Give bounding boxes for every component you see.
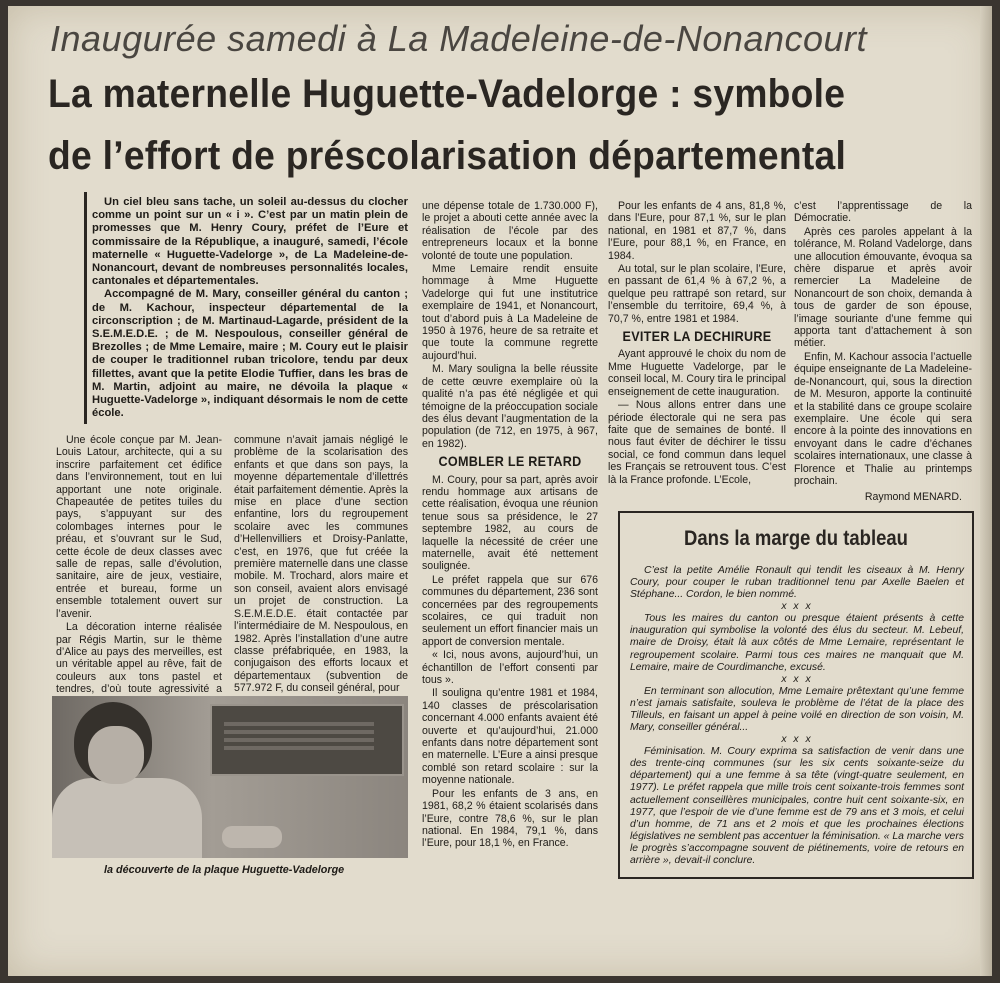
subheading-combler-le-retard: COMBLER LE RETARD bbox=[438, 453, 582, 470]
subheading-eviter-la-dechirure: EVITER LA DECHIRURE bbox=[622, 328, 772, 345]
headline-line-1: La maternelle Huguette-Vadelorge : symbole bbox=[48, 72, 846, 116]
column-2-paragraph: commune n’avait jamais négligé le problème de la scolarisation des enfants et que dans son pays, la moyenne départementale d’illettrés était parfaitement démentie. Après la mise en place d’une section enfantine, lors du regroupement scolaire avec les communes d’Hellenvilliers et Droisy-Panlatte, c’est, en 1976, que fut créée la première maternelle dans une classe mobile. M. Trochard, alors maire et son conseil, avaient alors envisagé un projet de construction. La S.E.M.E.D.E. était contactée par l’intermédiaire de M. Nespoulous, en 1982. Après l’installation d’une autre classe préfabriquée, en 1983, la conjugaison des efforts locaux et départementaux (subvention de 577.972 F, du conseil général, pour bbox=[234, 434, 408, 695]
sidebox-body bbox=[630, 565, 964, 867]
column-5-paragraph: Enfin, M. Kachour associa l’actuelle équipe enseignante de La Madeleine-de-Nonancourt, qui, sous la direction de M. Mesuron, apporte la continuité et la stabilité dans ce groupe scolaire exemplaire. Une école qui sera encore à la pointe des innovations en envoyant dans le cadre d’échanes scolaires internationaux, une classe à Florence et Thalie au printemps prochain. bbox=[794, 350, 972, 487]
lead-paragraph bbox=[92, 196, 408, 420]
column-4-paragraph: — Nous allons entrer dans une période électorale qui ne sera pas faite que de semaines de bonté. Il nous faut éviter de déchirer le tissu social, ce fond commun dans lequel les Français se retrouvent tous. C’est là la France profonde. L’Ecole, bbox=[608, 399, 786, 486]
separator: x x x bbox=[781, 734, 813, 746]
paper-edge bbox=[980, 6, 992, 976]
column-4-paragraph: Ayant approuvé le choix du nom de Mme Huguette Vadelorge, par le conseil local, M. Coury tira le principal enseignement de cette inauguration. bbox=[608, 348, 786, 398]
column-4-paragraph: Pour les enfants de 4 ans, 81,8 %, dans l’Eure, pour 87,1 %, sur le plan national, en 1981 et 87,7 %, dans l’Eure, pour 88,1 %, en France, en 1984. bbox=[608, 200, 786, 262]
surtitle: Inaugurée samedi à La Madeleine-de-Nonancourt bbox=[50, 18, 868, 59]
headline-line-2: de l’effort de préscolarisation départemental bbox=[48, 134, 847, 178]
column-4 bbox=[608, 200, 786, 487]
sidebox-title: Dans la marge du tableau bbox=[684, 527, 908, 550]
separator: x x x bbox=[781, 601, 813, 613]
column-3-paragraph: Le préfet rappela que sur 676 communes du département, 236 sont concernées par des regroupements scolaires, ce qui traduit non seulement un effort financier mais un apport de conversion mentale. bbox=[422, 573, 598, 648]
column-3 bbox=[422, 200, 598, 851]
column-3-paragraph: Il souligna qu’entre 1981 et 1984, 140 classes de préscolarisation concernant 4.000 enfants avaient été ouverte et qu’aujourd’hui, 21.000 enfants dans notre département sont en maternelle. L’Eure a ainsi presque comblé son retard scolaire : sur la moyenne nationale. bbox=[422, 687, 598, 787]
separator: x x x bbox=[781, 673, 813, 685]
column-5 bbox=[794, 200, 972, 504]
sidebox-item: C’est la petite Amélie Ronault qui tendit les ciseaux à M. Henry Coury, pour couper le ruban traditionnel tenu par Axelle Baelen et Stéphane... Cordon, le bien nommé. bbox=[630, 565, 964, 601]
lead-rule bbox=[84, 192, 87, 424]
lead-paragraph-1: Un ciel bleu sans tache, un soleil au-dessus du clocher comme un point sur un « i ». C’est par un matin plein de promesses que M. Henry Coury, préfet de l’Eure et commissaire de la République, a inauguré, samedi, l’école maternelle « Huguette-Vadelorge », de La Madeleine-de-Nonancourt, devant de nombreuses personnalités locales, cantonales et départementales. bbox=[92, 196, 408, 288]
column-3-paragraph: Pour les enfants de 3 ans, en 1981, 68,2 % étaient scolarisés dans l’Eure, contre 78,6 %, sur le plan national. En 1984, 79,1 %, dans l’Eure, pour 18,1 %, en France. bbox=[422, 787, 598, 850]
photo-caption: la découverte de la plaque Huguette-Vadelorge bbox=[104, 864, 345, 876]
column-4-paragraph: Au total, sur le plan scolaire, l’Eure, en passant de 61,4 % à 67,2 %, a quelque peu rattrapé son retard, sur l’ensemble du territoire, 69,4 %, à 70,7 %, entre 1981 et 1984. bbox=[608, 263, 786, 325]
column-3-paragraph: M. Coury, pour sa part, après avoir rendu hommage aux artisans de cette réalisation, évoqua une réunion tenue sous sa présidence, le 27 septembre 1982, au cours de laquelle la nécessité de créer une maternelle, avait été nettement soulignée. bbox=[422, 473, 598, 573]
column-3-paragraph: M. Mary souligna la belle réussite de cette œuvre exemplaire où la qualité n’a pas été négligée et qui témoigne de la préoccupation sociale des élus devant l’augmentation de la population (de 712, en 1975, à 967, en 1982). bbox=[422, 363, 598, 450]
column-5-paragraph: c’est l’apprentissage de la Démocratie. bbox=[794, 200, 972, 225]
column-3-paragraph: une dépense totale de 1.730.000 F), le projet a abouti cette année avec la réalisation de l’école par des entrepreneurs locaux et la bonne volonté de toute une population. bbox=[422, 200, 598, 262]
column-1-paragraph: La décoration interne réalisée par Régis Martin, sur le thème d’Alice au pays des merveilles, est un véritable appel au rêve, fait de couleurs aux tons pastel et tendres, d’où toute agressivité a bbox=[56, 621, 222, 696]
author-signature: Raymond MENARD. bbox=[864, 491, 962, 504]
column-1-paragraph: Une école conçue par M. Jean-Louis Latour, architecte, qui a su inscrire parfaitement cet édifice dans l’environnement, tout en lui apportant une note originale. Chapeautée de petites tuiles du pays, s’appuyant sur des colombages internes pour le préau, et s’ouvrant sur le Sud, cette école de deux classes avec salle de repas, salle d’évolution, sanitaire, aire de jeux, vestiaire, entrée et bureau, forme un ensemble totalement ouvert sur l’avenir. bbox=[56, 434, 222, 620]
photo bbox=[52, 696, 408, 858]
column-3-paragraph: « Ici, nous avons, aujourd’hui, un échantillon de l’effort consenti par tous ». bbox=[422, 649, 598, 687]
lead-paragraph-2: Accompagné de M. Mary, conseiller général du canton ; de M. Kachour, inspecteur départemental de la circonscription ; de M. Martinaud-Lagarde, président de la S.E.M.E.D.E. ; de M. Nespoulous, conseiller général de Brezolles ; de Mme Lemaire, maire ; M. Coury eut le plaisir de couper le traditionnel ruban tricolore, tendu par deux fillettes, avant que la petite Elodie Tuffier, dans les bras de M. Martin, adjoint au maire, ne dévoila la plaque « Huguette-Vadelorge », indiquant désormais le nom de cette école. bbox=[92, 288, 408, 420]
column-2 bbox=[234, 434, 408, 696]
sidebox bbox=[618, 511, 974, 879]
sidebox-item: Tous les maires du canton ou presque étaient présents à cette inauguration qui symbolise la volonté des élus du secteur. M. Lebeuf, maire de Droisy, était là aux côtés de Mme Lemaire, représentant le regroupement scolaire. Parmi tous ces maires ne manquait que M. Lemaire, maire de Courdimanche, excusé. bbox=[630, 613, 964, 673]
sidebox-item: Féminisation. M. Coury exprima sa satisfaction de venir dans une des trente-cinq communes (sur les six cents soixante-seize du département) qui a une femme à sa tête (vingt-quatre seulement, en 1977). Le préfet rappela que mille trois cent soixante-trois femmes sont actuellement conseillères municipales, contre huit cent soixante-six, en 1977, que l’espoir de vie d’une femme est de 79 ans et 3 mois, et celui d’un homme, de 71 ans et 2 mois et que les prochaines élections législatives ne semblent pas accentuer la féminisation. « La marche vers le progrès s’accompagne souvent de piétinements, voire de retours en arrière », devait-il conclure. bbox=[630, 746, 964, 866]
column-5-paragraph: Après ces paroles appelant à la tolérance, M. Roland Vadelorge, dans une allocution émouvante, évoqua sa chère disparue et après avoir remercier La Madeleine de Nonancourt de son choix, demanda à tous de garder de son épouse, l’image souriante d’une femme qui apporta tant d’attachement à son métier. bbox=[794, 225, 972, 350]
column-3-paragraph: Mme Lemaire rendit ensuite hommage à Mme Huguette Vadelorge qui fut une institutrice exemplaire de 1941, et Nonancourt, tout d’abord puis à La Madeleine de 1950 à 1976, heure de sa retraite et que toute la commune regrette aujourd’hui. bbox=[422, 263, 598, 362]
column-1 bbox=[56, 434, 222, 722]
sidebox-item: En terminant son allocution, Mme Lemaire prêtextant qu’une femme n’est jamais satisfaite, souleva le problème de l’état de la place des Tilleuls, en faisant un appel à peine voilé en direction de son voisin, M. Mary, conseiller général... bbox=[630, 685, 964, 734]
newspaper-clipping bbox=[8, 6, 992, 976]
